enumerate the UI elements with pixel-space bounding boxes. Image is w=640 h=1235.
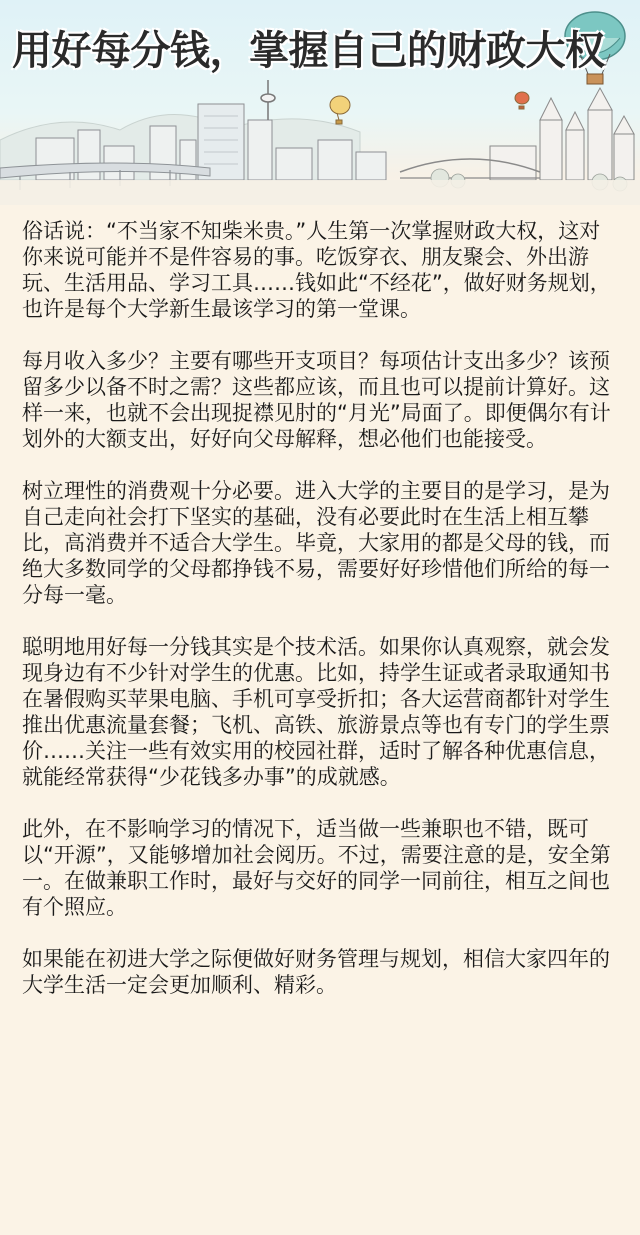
paragraph: 俗话说：“不当家不知柴米贵。”人生第一次掌握财政大权，这对你来说可能并不是件容易的事。吃饭穿衣、朋友聚会、外出游玩、生活用品、学习工具……钱如此“不经花”，做好财务规划，也许是每个大学新生最该学习的第一堂课。 (22, 219, 611, 321)
hot-air-balloons (330, 92, 529, 124)
paragraph: 如果能在初进大学之际便做好财务管理与规划，相信大家四年的大学生活一定会更加顺利、精彩。 (22, 947, 610, 997)
paragraph: 树立理性的消费观十分必要。进入大学的主要目的是学习，是为自己走向社会打下坚实的基础，没有必要此时在生活上相互攀比，高消费并不适合大学生。毕竟，大家用的都是父母的钱，而绝大多数同学的父母都挣钱不易，需要好好珍惜他们所给的每一分每一毫。 (22, 479, 610, 607)
header-banner (0, 0, 640, 205)
paragraph: 此外，在不影响学习的情况下，适当做一些兼职也不错，既可以“开源”，又能够增加社会阅历。不过，需要注意的是，安全第一。在做兼职工作时，最好与交好的同学一同前往，相互之间也有个照应。 (22, 817, 611, 919)
tv-tower (261, 80, 275, 120)
paragraph: 聪明地用好每一分钱其实是个技术活。如果你认真观察，就会发现身边有不少针对学生的优惠。比如，持学生证或者录取通知书在暑假购买苹果电脑、手机可享受折扣；各大运营商都针对学生推出优惠流量套餐；飞机、高铁、旅游景点等也有专门的学生票价……关注一些有效实用的校园社群，适时了解各种优惠信息，就能经常获得“少花钱多办事”的成就感。 (22, 635, 610, 789)
article-body (22, 218, 620, 1024)
page-title: 用好每分钱，掌握自己的财政大权 (12, 28, 605, 74)
city-skyline-illustration (0, 60, 640, 205)
paragraph: 每月收入多少？主要有哪些开支项目？每项估计支出多少？该预留多少以备不时之需？这些都应该，而且也可以提前计算好。这样一来，也就不会出现捉襟见肘的“月光”局面了。即便偶尔有计划外的大额支出，好好向父母解释，想必他们也能接受。 (22, 349, 611, 451)
castle (490, 88, 634, 180)
